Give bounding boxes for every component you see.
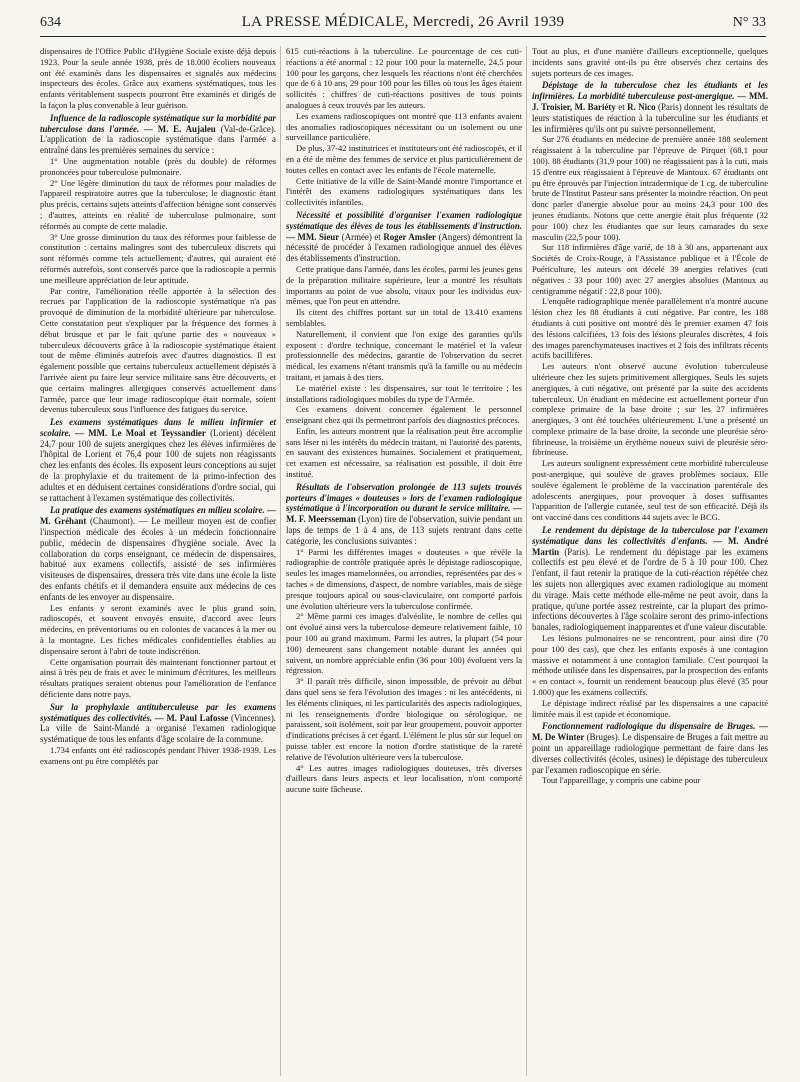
- author-name: MM. J. Troisier, M. Bariéty: [532, 91, 768, 112]
- heading-continuation: (Val-de-Grâce). L'application de la radioscopie systématique dans l'armée a entraîné dans les premières semaines du service :: [40, 123, 276, 156]
- heading-text: Nécessité et possibilité d'organiser l'examen radiologique systématique des élèves de tous les établissements d'instruction.: [286, 209, 522, 231]
- paragraph: 4° Les autres images radiologiques douteuses, très diverses d'ailleurs dans leurs aspects et leur localisation, n'ont comporté aucune suite fâcheuse.: [286, 762, 522, 795]
- column-rule: [280, 46, 281, 1076]
- paragraph: Les auteurs n'ont observé aucune évolution tuberculeuse ultérieure chez les sujets primitivement allergiques. Seuls les sujets anergiques, à cuti négative, ont présenté par la suite des accidents tuberculeux. Un étudiant en médecine est actuellement porteur d'un complexe primaire de la base droite ; sur les 27 infirmières anergiques, 3 ont été touchées ultérieurement. L'une a présenté un complexe primaire de la base droite, la seconde une pleurésie séro-fibrineuse, la troisième un érythème noueux suivi de pleurésie séro-fibrineuse.: [532, 361, 768, 458]
- author-name: M. André Martin: [532, 535, 768, 557]
- heading-continuation: (Armée) et: [341, 231, 381, 242]
- author-name: M. Paul Lafosse: [166, 712, 229, 723]
- paragraph: Cette organisation pourrait dès maintenant fonctionner partout et ainsi à très peu de frais et avec le minimum d'écritures, les meilleurs résultats pratiques seraient obtenus pour l'amélioration de l'enfance déficiente dans notre pays.: [40, 656, 276, 700]
- section-heading: Dépistage de la tuberculose chez les étudiants et les infirmières. La morbidité tuberculeuse post-anergique. — MM. J. Troisier, M. Bariéty et R. Nico (Paris) donnent les résultats de leurs statistiques de réaction à la tuberculine sur les étudiants et les infirmières qu'ils ont pu suivre personnellement.: [532, 80, 768, 134]
- paragraph: Tout l'appareillage, y compris une cabine pour: [542, 775, 701, 786]
- paragraph: Cette pratique dans l'armée, dans les écoles, parmi les jeunes gens de la préparation militaire supérieure, leur a montré les résultats importants au point de vue absolu, vitaux pour les individus eux-mêmes, que l'on peut en attendre.: [286, 263, 522, 307]
- author-name: Roger Amsler: [383, 231, 436, 242]
- page-number: 634: [40, 15, 61, 30]
- column-rule: [526, 46, 527, 1076]
- heading-continuation: (Lorient) décèlent 24,7 pour 100 de sujets anergiques chez les élèves infirmières de l'hôpital de Lorient et 76,4 pour 100 de sujets non réagissants chez les enfants des écoles. Ils exposent leurs conceptions au sujet de la prophylaxie et du traitement de la primo-infection des adultes et en déduisent certaines considérations d'ordre social, qui se rattachent à l'examen systématique des collectivités.: [40, 427, 276, 503]
- heading-text: Influence de la radioscopie systématique sur la morbidité par tuberculose dans l'armée.: [40, 112, 276, 134]
- paragraph: 1.734 enfants ont été radioscopés pendant l'hiver 1938-1939. Les examens ont pu être complétés par: [40, 745, 276, 766]
- paragraph: 3° Une grosse diminution du taux des réformes pour faiblesse de constitution : certains malingres sont des tuberculeux discrets qui sont réformés comme tels actuellement; d'autres, qui auraient été réformés autrefois, sont conservés parce que la radioscopie a permis une meilleure appréciation de leur aptitude.: [40, 231, 276, 285]
- heading-continuation: (Vincennes). La ville de Saint-Mandé a organisé l'examen radiologique systématique de tous les enfants d'âge scolaire de la commune.: [40, 712, 276, 745]
- paragraph: 2° Une légère diminution du taux de réformes pour maladies de l'appareil respiratoire autres que la tuberculose; le diagnostic étant plus précis, certains sujets atteints d'affection bénigne sont conservés ; d'autres, atteints en réalité de tuberculose pulmonaire, sont réformés au compte de cette maladie.: [40, 177, 276, 231]
- paragraph: Les auteurs soulignent expressément cette morbidité tuberculeuse post-anergique, qui soulève de graves problèmes sociaux. Elle soulève également le problème de la vaccination parentérale des adolescents anergiques, pour provoquer à doses suffisantes l'apparition de l'allergie cutanée, seul test de son efficacité. Déjà ils ont vacciné dans ces conditions 44 sujets avec le BCG.: [532, 458, 768, 523]
- paragraph: dispensaires de l'Office Public d'Hygiène Sociale existe déjà depuis 1923. Pour la seule année 1938, près de 18.000 écoliers nouveaux ont été examinés dans les dispensaires et signalés aux médecins inspecteurs des écoles. Grâce aux examens systématiques, tous les enfants véritablement suspects pourront être examinés et dirigés de la façon la plus convenable à leur guérison.: [40, 46, 276, 110]
- paragraph: Ils citent des chiffres portant sur un total de 13.410 examens semblables.: [286, 307, 522, 328]
- heading-text: Sur la prophylaxie antituberculeuse par les examens systématiques des collectivités.: [40, 701, 276, 723]
- heading-text: Le rendement du dépistage de la tuberculose par l'examen systématique dans les collectivités d'enfants.: [532, 525, 768, 546]
- heading-text: Dépistage de la tuberculose chez les étudiants et les infirmières. La morbidité tuberculeuse post-anergique.: [532, 80, 768, 102]
- section-heading: Les examens systématiques dans le milieu infirmier et scolaire. — MM. Le Moal et Teyssandier (Lorient) décèlent 24,7 pour 100 de sujets anergiques chez les élèves infirmières de l'hôpital de Lorient et 76,4 pour 100 de sujets non réagissants chez les enfants des écoles. Ils exposent leurs conceptions au sujet de la prophylaxie et du traitement de la primo-infection des adultes et en déduisent certaines considérations d'ordre social, qui se rattachent à l'examen systématique des collectivités.: [40, 417, 276, 503]
- heading-text: Fonctionnement radiologique du dispensaire de Bruges.: [542, 721, 756, 732]
- heading-continuation: (Bruges). Le dispensaire de Bruges a fait mettre au point un appareillage radiologique permettant de faire dans les diverses collectivités (écoles, usines) le dépistage des tuberculeux par l'examen radioscopique en série.: [532, 732, 768, 775]
- paragraph: 1° Une augmentation notable (près du double) de réformes prononcées pour tuberculose pulmonaire.: [40, 155, 276, 177]
- journal-name: LA PRESSE MÉDICALE,: [241, 14, 409, 30]
- paragraph: Le dépistage indirect réalisé par les dispensaires a une capacité limitée mais il est rapide et économique.: [532, 697, 768, 719]
- section-heading: Fonctionnement radiologique du dispensaire de Bruges. — M. De Winter (Bruges). Le dispensaire de Bruges a fait mettre au point un appareillage radiologique permettant de faire dans les diverses collectivités (écoles, usines) le dépistage des tuberculeux par l'examen radioscopique en série.: [532, 721, 768, 775]
- column-left: [40, 46, 276, 1076]
- paragraph: Cette initiative de la ville de Saint-Mandé montre l'importance et l'intérêt des examens radiologiques systématiques dans les collectivités infantiles.: [286, 175, 522, 208]
- paragraph: Par contre, l'amélioration réelle apportée à la sélection des recrues par l'application de la radioscopie systématique n'a pas provoqué de diminution de la morbidité ultérieure par tuberculose. Cette constatation peut s'expliquer par la fréquence des formes à début brusque et par le fait qu'une partie des « nouveaux » tuberculeux découverts grâce à la radioscopie systématique étaient tout de même éliminés autrefois avec d'autres diagnostics. Il est également possible que certains tuberculeux actuellement dépistés à l'arrivée aient pu faire leur service militaire sans être découverts, et que certains malingres allergiques conservés actuellement dans l'armée, parce que leur image radioscopique était normale, soient devenus tuberculeux sous l'influence des fatigues du service.: [40, 285, 276, 415]
- paragraph: 1° Parmi les différentes images « douteuses » que révèle la radiographie de contrôle pratiquée après le dépistage radioscopique, seules les images mamelonnées, ou arrondies, représentées par des « taches » de dimensions, d'aspect, de nombre variables, mais de siège presque toujours apical ou sous-claviculaire, ont comporté parfois une évolution ultérieure vers la tuberculose confirmée.: [286, 546, 522, 611]
- paragraph: Naturellement, il convient que l'on exige des garanties qu'ils exposent : d'ordre technique, concernant le matériel et la valeur professionnelle des médecins, garantie de l'observation du secret médical, les examens n'étant transmis qu'à la famille ou au médecin traitant, et jamais à des tiers.: [286, 328, 522, 382]
- section-heading: La pratique des examens systématiques en milieu scolaire. — M. Gréhant (Chaumont). — Le meilleur moyen est de confier l'inspection médicale des écoles à un médecin fonctionnaire public, médecin de dispensaires d'hygiène sociale. Avec la collaboration du corps enseignant, ce médecin de dispensaires, habitué aux examens collectifs, assisté de ses infirmières visiteuses de dispensaires, dressera très vite dans une école la liste des enfants chétifs et il demandera ensuite aux médecins de ces enfants de les envoyer au dispensaire.: [40, 505, 276, 602]
- heading-continuation: (Chaumont). — Le meilleur moyen est de confier l'inspection médicale des écoles à un médecin fonctionnaire public, médecin de dispensaires d'hygiène sociale. Avec la collaboration du corps enseignant, ce médecin de dispensaires, habitué aux examens collectifs, assisté de ses infirmières visiteuses de dispensaires, dressera très vite dans une école la liste des enfants chétifs et il demandera ensuite aux médecins de ces enfants de les envoyer au dispensaire.: [40, 516, 276, 602]
- article-columns: [40, 46, 768, 1076]
- section-heading: Sur la prophylaxie antituberculeuse par les examens systématiques des collectivités. — M. Paul Lafosse (Vincennes). La ville de Saint-Mandé a organisé l'examen radiologique systématique de tous les enfants d'âge scolaire de la commune.: [40, 701, 276, 745]
- author-name: R. Nico: [627, 101, 656, 112]
- paragraph: Le matériel existe : les dispensaires, sur tout le territoire ; les installations radiologiques mobiles du type de l'Armée.: [286, 382, 522, 404]
- paragraph: 3° Il paraît très difficile, sinon impossible, de prévoir au début dans quel sens se fera l'évolution des images : ni les antécédents, ni les éléments cliniques, ni les particularités des aspects radiologiques, ni les renseignements d'ordre biologique ou sérologique, ne paraissent, soit isolément, soit par leur groupement, pouvoir apporter d'indications précises à cet égard. L'élément le plus sûr sur lequel on puisse tabler est encore la notion d'ordre statistique de la rareté relative de l'évolution ultérieure vers la tuberculose.: [286, 676, 522, 762]
- paragraph: 2° Même parmi ces images d'alvéolite, le nombre de celles qui ont évolué ainsi vers la tuberculose demeure relativement faible, 10 pour 100 au grand maximum. Parmi les autres, la plupart (54 pour 100) demeurent sans changement notable durant les années qui suivent, un nombre appréciable enfin (36 pour 100) évoluent vers la régression.: [286, 611, 522, 676]
- column-right: [532, 46, 768, 1076]
- section-heading: Influence de la radioscopie systématique sur la morbidité par tuberculose dans l'armée. — M. E. Aujaleu (Val-de-Grâce). L'application de la radioscopie systématique dans l'armée a entraîné dans les premières semaines du service :: [40, 112, 276, 156]
- heading-continuation: (Paris) donnent les résultats de leurs statistiques de réaction à la tuberculine sur les étudiants et les infirmières qu'ils ont pu suivre personnellement.: [532, 101, 768, 134]
- author-name: M. Gréhant: [40, 516, 87, 527]
- heading-text: La pratique des examens systématiques en milieu scolaire.: [50, 505, 265, 516]
- paragraph: De plus, 37-42 institutrices et instituteurs ont été radioscopés, et il en a été de même des femmes de service et plus particulièrement de toutes celles en contact avec les enfants de l'école maternelle.: [286, 143, 522, 175]
- paragraph: 615 cuti-réactions à la tuberculine. Le pourcentage de ces cuti-réactions a été anormal : 12 pour 100 pour la maternelle, 24,5 pour 100 pour les garçons, chez lesquels les réactions n'ont été cherchées que de 6 à 10 ans, 29 pour 100 pour les filles où tous les âges étaient sollicités : chiffres de cuti-réactions positives de tous points analogues à ceux trouvés par les auteurs.: [286, 46, 522, 110]
- paragraph: Les enfants y seront examinés avec le plus grand soin, radioscopés, et souvent envoyés ensuite, d'accord avec leurs médecins, en préventoriums ou en colonies de vacances à la mer ou à la montagne. Les fiches médicales confidentielles établies au dispensaire seront à l'abri de toute indiscrétion.: [40, 602, 276, 656]
- heading-text: Les examens systématiques dans le milieu infirmier et scolaire.: [40, 417, 276, 438]
- author-name: MM. Le Moal et Teyssandier: [88, 427, 206, 438]
- paragraph: L'enquête radiographique menée parallèlement n'a montré aucune lésion chez les 88 étudiants à cuti négative. Par contre, les 188 étudiants à cuti positive ont montré dès le premier examen 47 fois des lésions calcifiées, 13 fois des lésions pleurales discrètes, 4 fois des images parenchymateuses inactives et 2 fois des infiltrats récents actifs bacillifères.: [532, 296, 768, 361]
- paragraph: Les lésions pulmonaires ne se rencontrent, pour ainsi dire (70 pour 100 des cas), que chez les enfants exposés à une contagion massive et notamment à une contagion familiale. C'est pourquoi la méthode utilisée dans les dispensaires, par la prospection des enfants « en contact », fournit un rendement beaucoup plus élevé (35 pour 1.000) que les examens collectifs.: [532, 633, 768, 698]
- heading-continuation: (Lyon) tire de l'observation, suivie pendant un laps de temps de 1 à 4 ans, de 113 sujets rentrant dans cette catégorie, les conclusions suivantes :: [286, 514, 522, 546]
- author-name: MM. Sieur: [297, 231, 340, 242]
- paragraph: Sur 276 étudiants en médecine de première année 188 seulement réagissaient à la tuberculine par l'épreuve de Pirquet (68,1 pour 100). 88 étudiants (31,9 pour 100) ne réagissaient pas à la cuti, mais 15 d'entre eux réagissaient à l'épreuve de Mantoux. 67 étudiants ont pu être éprouvés par l'injection intradermique de 1 cg. de tuberculine brute de l'Institut Pasteur sans présenter la moindre réaction. On peut donc parler d'anergie absolue pour au moins 24,3 pour 100 des jeunes étudiants. Notons que cette anergie était plus fréquente (32 pour 100) chez les étudiantes que sur leurs camarades du sexe masculin (22,5 pour 100).: [532, 134, 768, 242]
- paragraph: Tout au plus, et d'une manière d'ailleurs exceptionnelle, quelques incidents sans gravité ont-ils pu être observés chez certains des sujets porteurs de ces images.: [532, 46, 768, 78]
- running-title: [40, 14, 766, 31]
- paragraph: Enfin, les auteurs montrent que la réalisation peut être accomplie sans léser ni les intérêts du médecin traitant, ni l'autorité des parents, en sauvant des existences humaines. Socialement et pratiquement, cet examen est nécessaire, sa réalisation est possible, il doit être institué.: [286, 425, 522, 480]
- author-name: M. F. Meersseman: [286, 514, 356, 525]
- paragraph: Les examens radioscopiques ont montré que 113 enfants avaient des anomalies radioscopiques nécessitant ou un isolement ou une surveillance particulière.: [286, 110, 522, 143]
- heading-continuation: (Paris). Le rendement du dépistage par les examens collectifs est peu élevé et de l'ordre de 5 à 10 pour 100. Chez l'enfant, il faut retenir la pratique de la cuti-réaction répétée chez les sujets non allergiques avec examen radiologique au moment du virage. Mais cette méthode elle-même ne peut avoir, dans la pratique, qu'une portée assez restreinte, car la plupart des primo-infections découvertes à l'âge scolaire seront des primo-infections banales, radiologiquement inapparentes et d'une valeur discutable.: [532, 546, 768, 633]
- column-middle: [286, 46, 522, 1076]
- heading-text: Résultats de l'observation prolongée de 113 sujets trouvés porteurs d'images « douteuses » lors de l'examen radiologique systématique à l'incorporation ou durant le service militaire.: [286, 481, 522, 514]
- author-name: M. De Winter: [532, 732, 585, 743]
- paragraph: Sur 118 infirmières d'âge varié, de 18 à 30 ans, appartenant aux Sociétés de Croix-Rouge, à l'Assistance publique et à l'École de Puériculture, les auteurs ont décelé 39 anergies relatives (cuti négatives : 33 pour 100) avec 27 anergies absolues (Mantoux au centigramme négatif : 22,8 pour 100).: [532, 242, 768, 296]
- page-header: [40, 14, 766, 37]
- author-name: M. E. Aujaleu: [157, 123, 216, 134]
- section-heading: Nécessité et possibilité d'organiser l'examen radiologique systématique des élèves de tous les établissements d'instruction. — MM. Sieur (Armée) et Roger Amsler (Angers) démontrent la nécessité de procéder à l'examen radiologique annuel des élèves des établissements d'instruction.: [286, 209, 522, 264]
- paragraph: Ces examens doivent concerner également le personnel enseignant chez qui ils permettront parfois des diagnostics précoces.: [286, 404, 522, 426]
- section-heading: Le rendement du dépistage de la tuberculose par l'examen systématique dans les collectivités d'enfants. — M. André Martin (Paris). Le rendement du dépistage par les examens collectifs est peu élevé et de l'ordre de 5 à 10 pour 100. Chez l'enfant, il faut retenir la pratique de la cuti-réaction répétée chez les sujets non allergiques avec examen radiologique au moment du virage. Mais cette méthode elle-même ne peut avoir, dans la pratique, qu'une portée assez restreinte, car la plupart des primo-infections découvertes à l'âge scolaire seront des primo-infections banales, radiologiquement inapparentes et d'une valeur discutable.: [532, 525, 768, 633]
- heading-continuation: et: [618, 101, 625, 112]
- heading-continuation: (Angers) démontrent la nécessité de procéder à l'examen radiologique annuel des élèves des établissements d'instruction.: [286, 231, 522, 264]
- section-heading: Résultats de l'observation prolongée de 113 sujets trouvés porteurs d'images « douteuses » lors de l'examen radiologique systématique à l'incorporation ou durant le service militaire. — M. F. Meersseman (Lyon) tire de l'observation, suivie pendant un laps de temps de 1 à 4 ans, de 113 sujets rentrant dans cette catégorie, les conclusions suivantes :: [286, 481, 522, 546]
- issue-number: N° 33: [732, 15, 766, 30]
- issue-date: Mercredi, 26 Avril 1939: [412, 14, 565, 30]
